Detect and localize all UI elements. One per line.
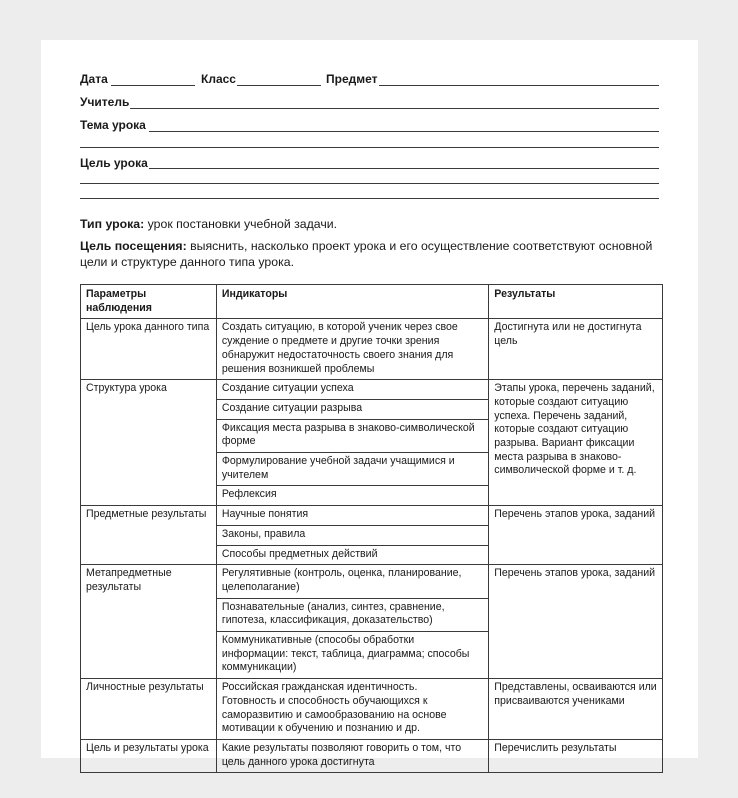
param-cell: Метапредметные результаты	[81, 565, 217, 679]
class-label: Класс	[201, 72, 236, 86]
param-cell: Цель и результаты урока	[81, 739, 217, 772]
indicator-cell: Познавательные (анализ, синтез, сравнение, гипотеза, классификация, доказательство)	[216, 598, 488, 631]
indicator-cell: Фиксация места разрыва в знаково-символической форме	[216, 419, 488, 452]
indicator-cell: Создание ситуации разрыва	[216, 399, 488, 419]
indicator-cell: Рефлексия	[216, 486, 488, 506]
result-cell: Перечень этапов урока, заданий	[489, 565, 663, 679]
table-row	[81, 739, 663, 772]
indicator-line: Готовность и способность обучающихся к саморазвитию и самообразованию на основе мотивации к обучению и познанию и др.	[221, 694, 447, 735]
worksheet-page	[41, 40, 698, 768]
teacher-field[interactable]	[130, 108, 659, 109]
indicator-cell: Создание ситуации успеха	[216, 380, 488, 400]
visit-goal-label: Цель посещения:	[80, 239, 187, 253]
indicator-cell: Способы предметных действий	[216, 545, 488, 565]
table-header-row	[81, 285, 663, 319]
indicator-cell	[216, 679, 488, 740]
observation-table	[80, 284, 663, 773]
lesson-type-value: урок постановки учебной задачи.	[144, 217, 338, 231]
date-label: Дата	[80, 72, 108, 86]
table-row	[81, 506, 663, 526]
indicator-cell: Научные понятия	[216, 506, 488, 526]
indicator-line: Российская гражданская идентичность.	[221, 681, 418, 694]
table-row	[81, 679, 663, 740]
result-cell: Перечислить результаты	[489, 739, 663, 772]
result-cell: Перечень этапов урока, заданий	[489, 506, 663, 565]
subject-field[interactable]	[379, 85, 659, 86]
param-cell: Личностные результаты	[81, 679, 217, 740]
indicator-cell: Законы, правила	[216, 525, 488, 545]
table-row	[81, 319, 663, 380]
visit-goal-value: выяснить, насколько проект урока и его осуществление соответствуют основной цели и структуре данного типа урока.	[80, 239, 653, 269]
class-field[interactable]	[237, 85, 321, 86]
lesson-type-label: Тип урока:	[80, 217, 145, 231]
goal-field-extra-line-2[interactable]	[80, 198, 659, 199]
param-cell: Предметные результаты	[81, 506, 217, 565]
lesson-type-paragraph	[80, 216, 660, 232]
table-row	[81, 565, 663, 598]
indicator-cell: Создать ситуацию, в которой ученик через свое суждение о предмете и другие точки зрения обнаружит недостаточность своего знания для решения возникшей проблемы	[216, 319, 488, 380]
subject-label: Предмет	[326, 72, 378, 86]
table-row	[81, 380, 663, 400]
result-cell: Достигнута или не достигнута цель	[489, 319, 663, 380]
indicator-cell: Формулирование учебной задачи учащимися и учителем	[216, 453, 488, 486]
header-results: Результаты	[489, 285, 663, 319]
indicator-cell: Какие результаты позволяют говорить о том, что цель данного урока достигнута	[216, 739, 488, 772]
teacher-label: Учитель	[80, 95, 130, 109]
goal-field[interactable]	[149, 168, 659, 169]
param-cell: Структура урока	[81, 380, 217, 506]
date-field[interactable]	[111, 85, 195, 86]
goal-field-extra-line-1[interactable]	[80, 183, 659, 184]
visit-goal-paragraph	[80, 238, 660, 270]
result-cell: Представлены, осваиваются или присваиваются учениками	[489, 679, 663, 740]
topic-label: Тема урока	[80, 118, 146, 132]
result-cell: Этапы урока, перечень заданий, которые создают ситуацию успеха. Перечень заданий, которые создают ситуацию разрыва. Вариант фиксации места разрыва в знаково-символической форме и т. д.	[489, 380, 663, 506]
param-cell: Цель урока данного типа	[81, 319, 217, 380]
indicator-cell: Коммуникативные (способы обработки информации: текст, таблица, диаграмма; способы коммуникации)	[216, 632, 488, 679]
goal-label: Цель урока	[80, 156, 148, 170]
header-indicators: Индикаторы	[216, 285, 488, 319]
topic-field[interactable]	[149, 131, 659, 132]
indicator-cell: Регулятивные (контроль, оценка, планирование, целеполагание)	[216, 565, 488, 598]
header-parameters: Параметры наблюдения	[81, 285, 217, 319]
topic-field-extra-line[interactable]	[80, 147, 659, 148]
